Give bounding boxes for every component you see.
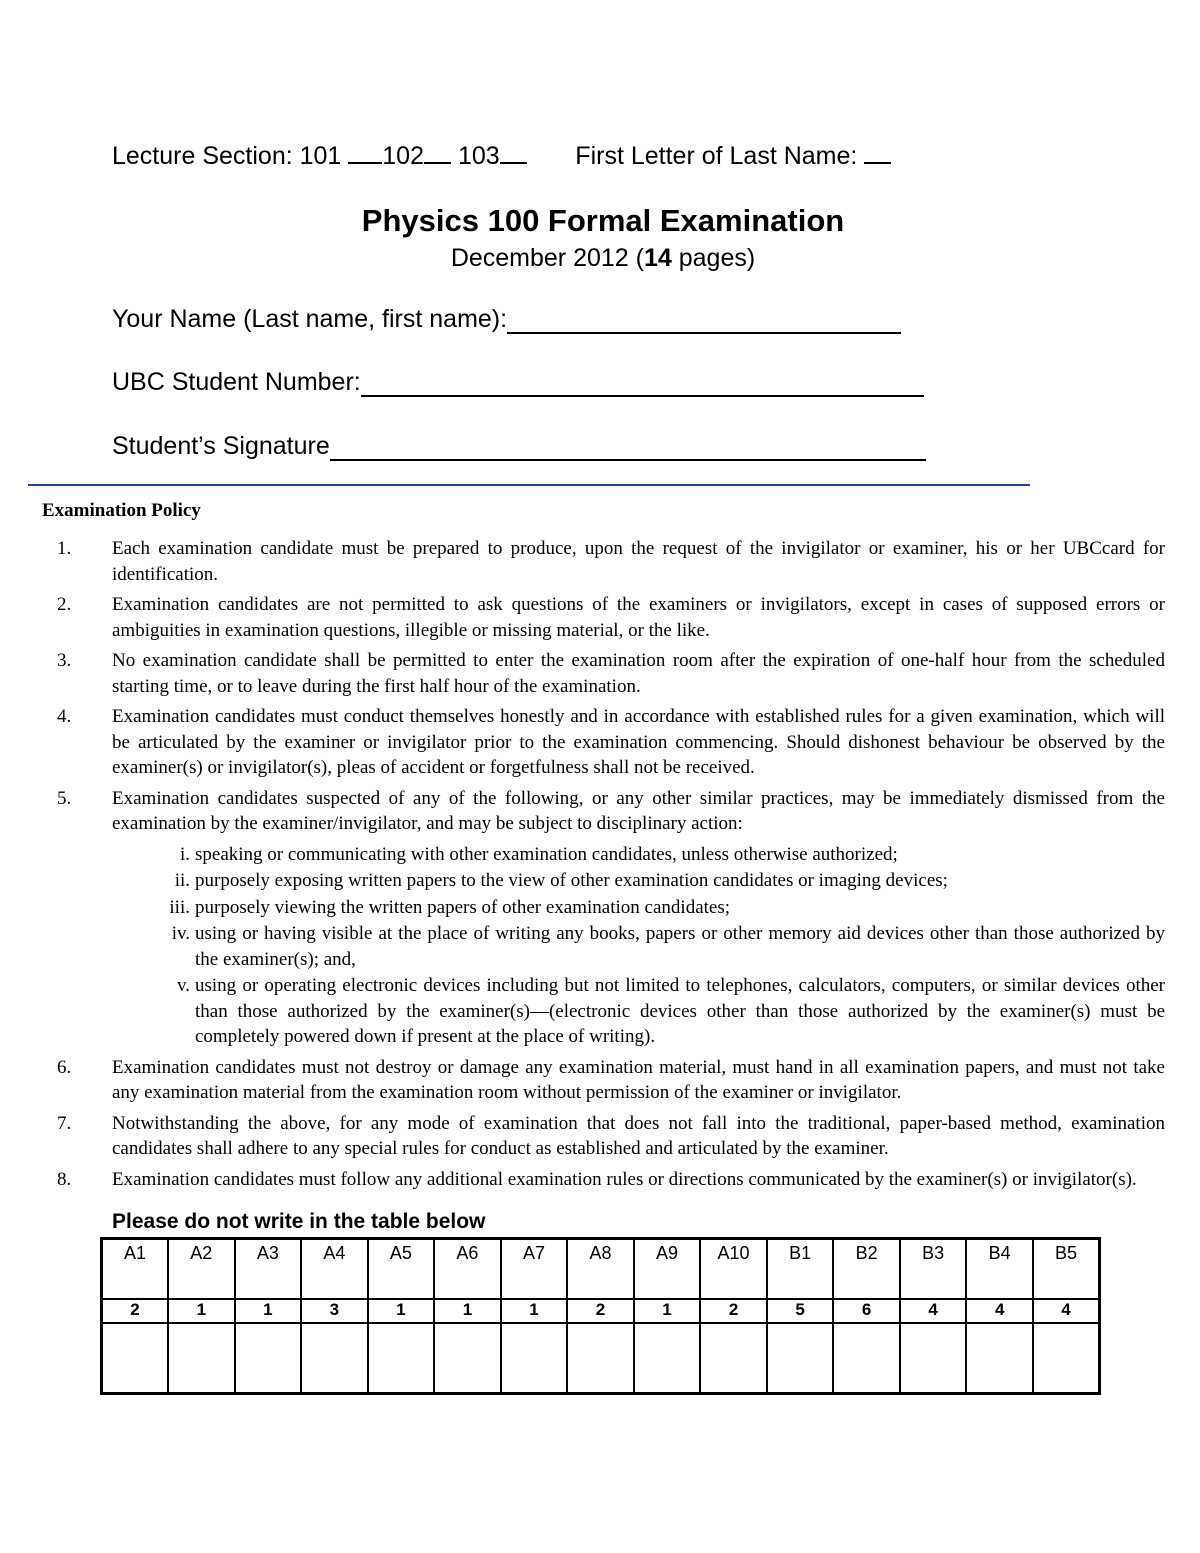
policy-item-text: Examination candidates must conduct themselves honestly and in accordance with established rules for a given examination, which will be articulated by the examiner or invigilator prior to the examination commencing. Should dishonest behaviour be observed by the examiner(s) or invigilator(s), pleas of accident or forgetfulness shall not be received. [112, 706, 1165, 778]
section-blank-101[interactable] [348, 140, 382, 164]
question-label-cell: B5 [1033, 1239, 1100, 1299]
question-label-cell: A9 [634, 1239, 701, 1299]
policy-subitem-number: ii. [174, 870, 190, 891]
policy-item [42, 1055, 1165, 1106]
policy-subitem-text: speaking or communicating with other examination candidates, unless otherwise authorized; [195, 843, 898, 865]
points-cell: 1 [434, 1299, 501, 1323]
question-label-cell: A3 [235, 1239, 302, 1299]
table-caption: Please do not write in the table below [112, 1210, 486, 1233]
score-entry-cell[interactable] [301, 1323, 368, 1394]
section-blank-102[interactable] [424, 140, 451, 164]
policy-item-text: Examination candidates are not permitted to ask questions of the examiners or invigilators, except in cases of supposed errors or ambiguities in examination questions, illegible or missing material, or the like. [112, 594, 1165, 641]
name-field-label: Your Name (Last name, first name): [112, 305, 508, 333]
score-entry-cell[interactable] [900, 1323, 967, 1394]
policy-subitem-text: using or having visible at the place of writing any books, papers or other memory aid devices other than those authorized by the examiner(s); and, [195, 923, 1165, 970]
page-count: 14 [643, 244, 672, 272]
question-label-cell: B4 [966, 1239, 1033, 1299]
policy-item-number: 7. [57, 1112, 72, 1134]
question-label-cell: A2 [168, 1239, 235, 1299]
policy-item-text: No examination candidate shall be permitted to enter the examination room after the expiration of one-half hour from the scheduled starting time, or to leave during the first half hour of the examination. [112, 650, 1165, 697]
policy-item-text: Examination candidates suspected of any of the following, or any other similar practices, may be immediately dismissed from the examination by the examiner/invigilator, and may be subject to disciplinary action: [112, 787, 1165, 834]
question-label-cell: B2 [833, 1239, 900, 1299]
score-entry-cell[interactable] [501, 1323, 568, 1394]
student-number-line[interactable] [361, 371, 924, 397]
section-blank-103[interactable] [500, 140, 527, 164]
points-cell: 2 [700, 1299, 767, 1323]
question-label-cell: A7 [501, 1239, 568, 1299]
policy-item-number: 3. [57, 650, 72, 671]
signature-field [112, 432, 926, 461]
first-letter-blank[interactable] [864, 140, 891, 164]
policy-item-number: 8. [57, 1168, 72, 1190]
question-label-cell: A4 [301, 1239, 368, 1299]
points-cell: 1 [368, 1299, 435, 1323]
points-cell: 3 [301, 1299, 368, 1323]
policy-item [42, 1167, 1165, 1193]
policy-item-number: 1. [57, 538, 72, 559]
policy-item [42, 1111, 1165, 1162]
policy-item-text: Each examination candidate must be prepared to produce, upon the request of the invigilator or examiner, his or her UBCcard for identification. [112, 538, 1165, 585]
points-cell: 1 [634, 1299, 701, 1323]
policy-subitem [42, 842, 1165, 868]
policy-subitem-number: v. [176, 975, 190, 996]
section-option-103: 103 [457, 142, 500, 170]
points-row [102, 1299, 1100, 1323]
score-entry-cell[interactable] [634, 1323, 701, 1394]
subtitle-prefix: December 2012 ( [450, 244, 644, 272]
first-letter-label: First Letter of Last Name: [575, 142, 858, 170]
policy-subitem [42, 921, 1165, 972]
policy-subitem [42, 973, 1165, 1050]
points-cell: 4 [966, 1299, 1033, 1323]
question-label-cell: A10 [700, 1239, 767, 1299]
score-entry-row [102, 1323, 1100, 1394]
policy-subitem [42, 868, 1165, 894]
lecture-section-line [112, 140, 891, 171]
policy-item [42, 648, 1165, 699]
section-divider [28, 484, 1030, 486]
exam-subtitle [0, 244, 1200, 273]
question-label-cell: A6 [434, 1239, 501, 1299]
exam-title: Physics 100 Formal Examination [361, 203, 845, 238]
score-entry-cell[interactable] [767, 1323, 834, 1394]
name-field [112, 305, 901, 334]
policy-item [42, 592, 1165, 643]
policy-heading: Examination Policy [42, 500, 201, 521]
score-entry-cell[interactable] [833, 1323, 900, 1394]
points-cell: 1 [235, 1299, 302, 1323]
policy-item-text: Examination candidates must follow any additional examination rules or directions communicated by the examiner(s) or invigilator(s). [112, 1168, 1137, 1190]
question-label-cell: B3 [900, 1239, 967, 1299]
question-label-cell: B1 [767, 1239, 834, 1299]
policy-subitem [42, 895, 1165, 921]
policy-subitem-number: i. [179, 843, 190, 865]
section-option-102: 102 [382, 142, 424, 170]
question-row [102, 1239, 1100, 1299]
signature-label: Student’s Signature [112, 432, 330, 460]
policy-subitem-number: iii. [169, 896, 190, 918]
signature-line[interactable] [330, 435, 926, 461]
score-entry-cell[interactable] [168, 1323, 235, 1394]
policy-subitem-text: using or operating electronic devices including but not limited to telephones, calculators, computers, or similar devices other than those authorized by the examiner(s)—(electronic devices other than those authorized by the examiner(s) must be completely powered down if present at the place of writing). [195, 975, 1165, 1047]
policy-item [42, 786, 1165, 837]
question-label-cell: A1 [102, 1239, 169, 1299]
policy-item-number: 4. [57, 706, 72, 727]
policy-item [42, 536, 1165, 587]
policy-item-number: 5. [57, 787, 72, 809]
score-entry-cell[interactable] [235, 1323, 302, 1394]
policy-list [42, 536, 1165, 1197]
points-cell: 4 [900, 1299, 967, 1323]
policy-subitem-text: purposely viewing the written papers of other examination candidates; [195, 896, 731, 918]
points-cell: 4 [1033, 1299, 1100, 1323]
policy-item-text: Notwithstanding the above, for any mode of examination that does not fall into the traditional, paper-based method, examination candidates shall adhere to any special rules for conduct as established and articulated by the examiner. [112, 1112, 1165, 1159]
name-line[interactable] [507, 308, 901, 334]
policy-item [42, 704, 1165, 781]
question-label-cell: A8 [567, 1239, 634, 1299]
lecture-section-label: Lecture Section: 101 [112, 142, 342, 170]
score-table [100, 1237, 1101, 1395]
points-cell: 2 [567, 1299, 634, 1323]
points-cell: 5 [767, 1299, 834, 1323]
score-entry-cell[interactable] [567, 1323, 634, 1394]
student-number-label: UBC Student Number: [112, 368, 361, 396]
policy-item-number: 2. [57, 594, 72, 615]
points-cell: 2 [102, 1299, 169, 1323]
subtitle-suffix: pages) [671, 244, 756, 272]
question-label-cell: A5 [368, 1239, 435, 1299]
student-number-field [112, 368, 924, 397]
policy-item-number: 6. [57, 1056, 72, 1078]
score-entry-cell[interactable] [1033, 1323, 1100, 1394]
points-cell: 6 [833, 1299, 900, 1323]
score-entry-cell[interactable] [966, 1323, 1033, 1394]
score-entry-cell[interactable] [434, 1323, 501, 1394]
policy-subitem-text: purposely exposing written papers to the view of other examination candidates or imaging devices; [195, 870, 948, 891]
score-entry-cell[interactable] [102, 1323, 169, 1394]
points-cell: 1 [168, 1299, 235, 1323]
policy-subitem-number: iv. [171, 923, 190, 944]
points-cell: 1 [501, 1299, 568, 1323]
score-entry-cell[interactable] [368, 1323, 435, 1394]
score-entry-cell[interactable] [700, 1323, 767, 1394]
policy-item-text: Examination candidates must not destroy or damage any examination material, must hand in all examination papers, and must not take any examination material from the examination room without permission of the examiner or invigilator. [112, 1056, 1165, 1103]
